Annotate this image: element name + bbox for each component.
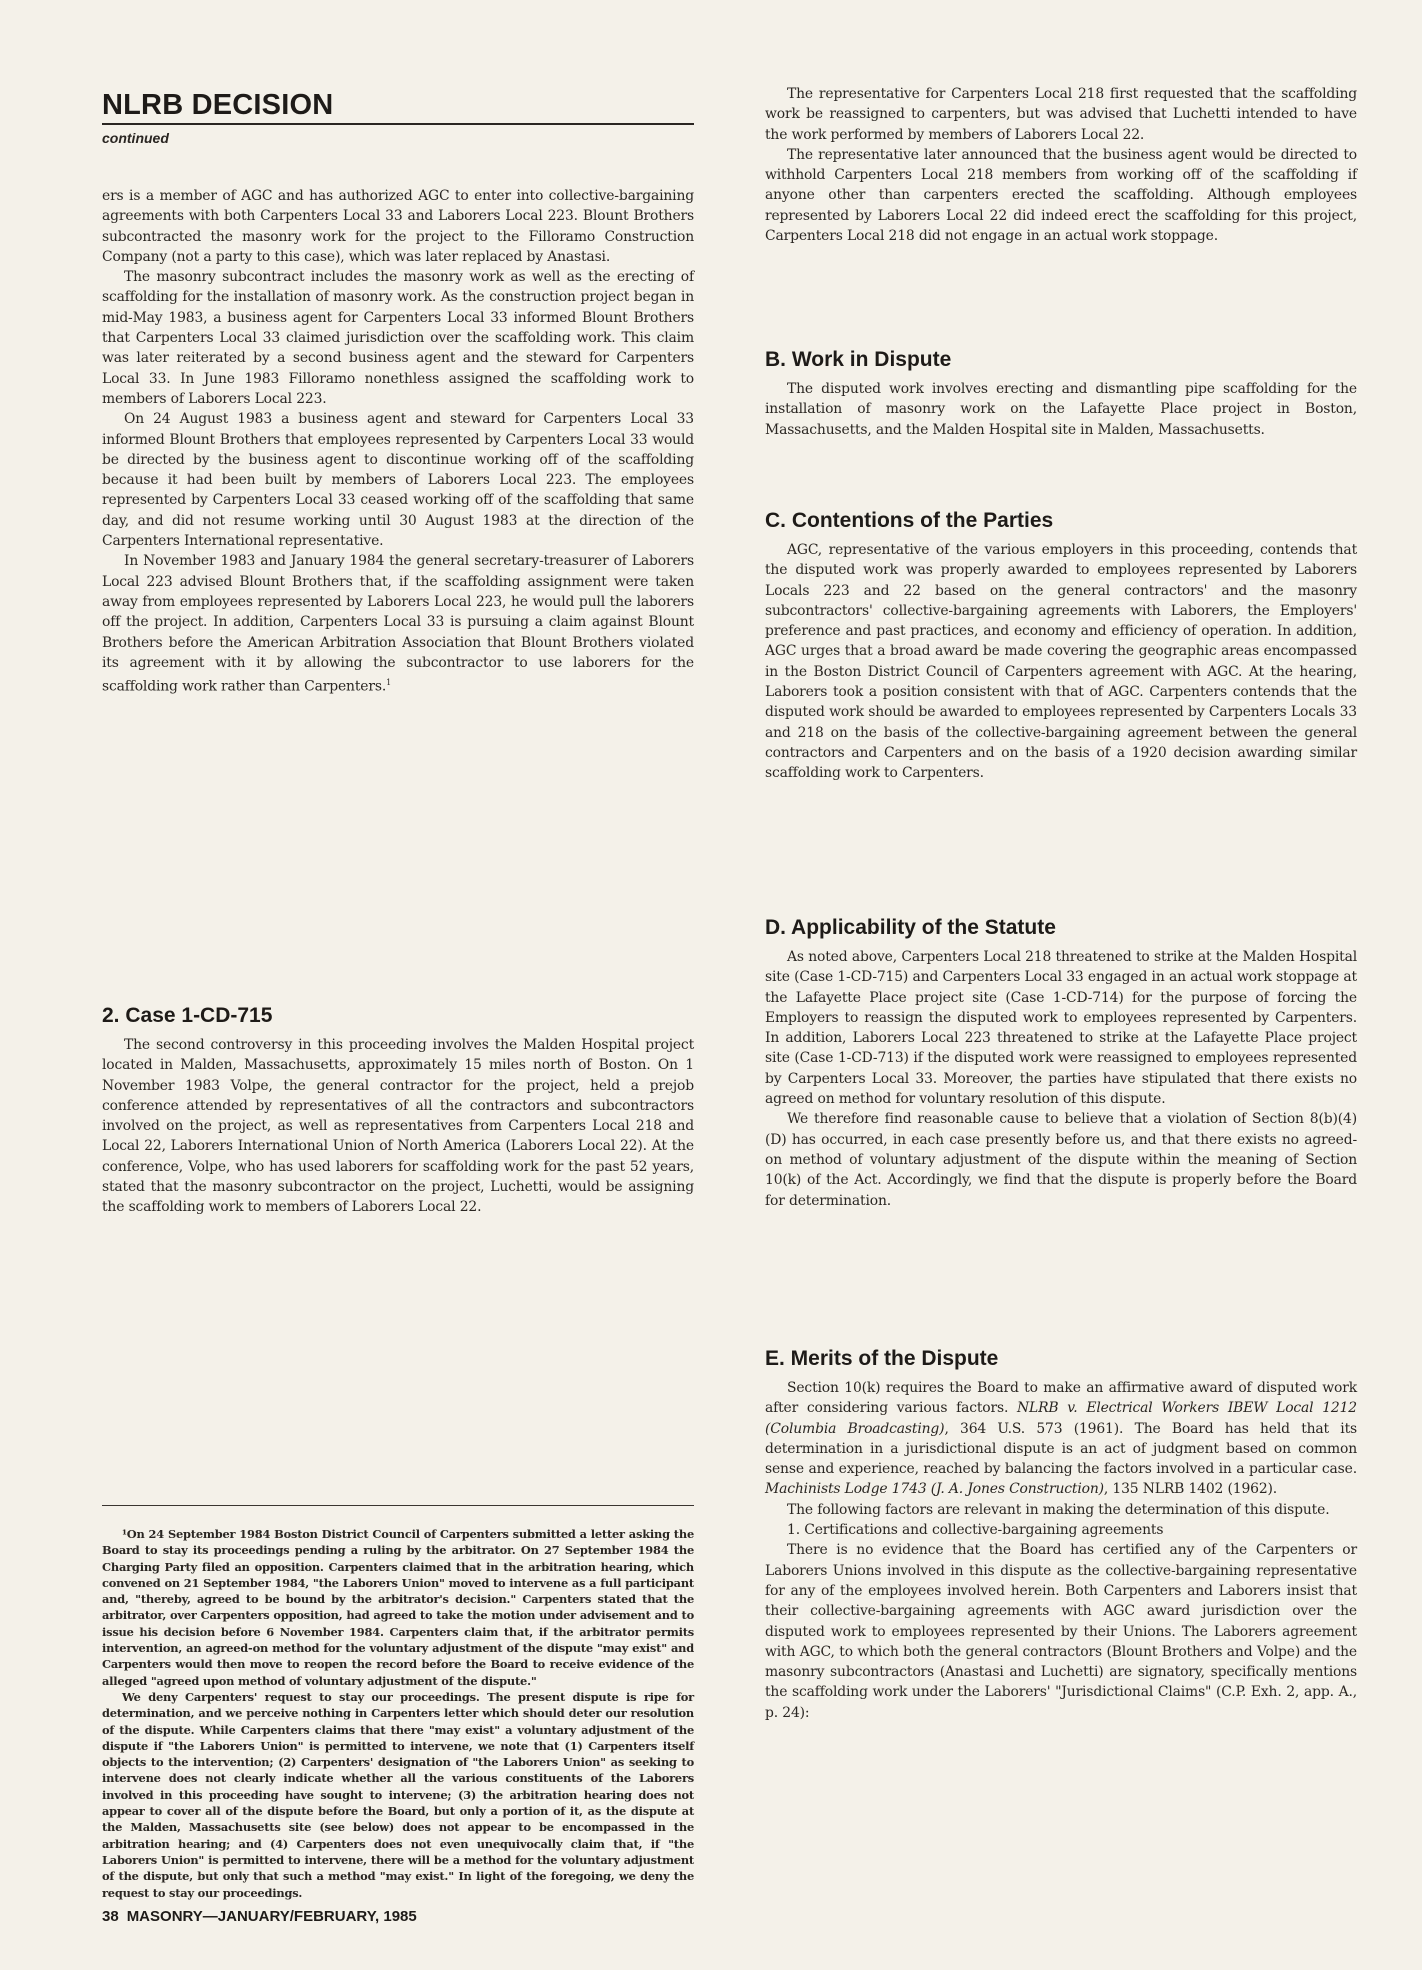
case-citation: NLRB v. Electrical Workers IBEW Local 1212 (Columbia Broadcasting) <box>765 1400 1357 1437</box>
section-heading: 2. Case 1-CD-715 <box>102 1004 273 1027</box>
right-text-top <box>765 84 1357 246</box>
paragraph: The following factors are relevant in making the determination of this dispute. <box>787 1501 1330 1518</box>
footnotes <box>102 1526 694 1901</box>
section-heading: E. Merits of the Dispute <box>765 1347 999 1370</box>
section-heading: D. Applicability of the Statute <box>765 916 1056 939</box>
paragraph: AGC, representative of the various employers in this proceeding, contends that the disputed work was properly awarded to employees represented by Laborers Locals 223 and 22 based on the general contractors' and the masonry subcontractors' collective-bargaining agreements with Laborers, the Employers' preference and past practices, and economy and efficiency of operation. In addition, AGC urges that a broad award be made covering the geographic areas encompassed in the Boston District Council of Carpenters agreement with AGC. At the hearing, Laborers took a position consistent with that of AGC. Carpenters contends that the disputed work should be awarded to employees represented by Carpenters Locals 33 and 218 on the basis of the collective-bargaining agreement between the general contractors and Carpenters and on the basis of a 1920 decision awarding similar scaffolding work to Carpenters. <box>765 542 1357 782</box>
continued-label: continued <box>102 130 169 146</box>
paragraph: The disputed work involves erecting and dismantling pipe scaffolding for the installation of masonry work on the Lafayette Place project in Boston, Massachusetts, and the Malden Hospital site in Malden, Massachusetts. <box>765 381 1357 438</box>
left-text-top <box>102 186 694 697</box>
case-citation: Machinists Lodge 1743 (J. A. Jones Construction) <box>765 1481 1104 1498</box>
section-heading: C. Contentions of the Parties <box>765 509 1054 532</box>
publication-name: MASONRY—JANUARY/FEBRUARY, 1985 <box>126 1908 417 1925</box>
paragraph: As noted above, Carpenters Local 218 threatened to strike at the Malden Hospital site (Case 1-CD-715) and Carpenters Local 33 engaged in an actual work stoppage at the Lafayette Place project site (Case 1-CD-714) for the purpose of forcing the Employers to reassign the disputed work to employees represented by Carpenters. In addition, Laborers Local 223 threatened to strike at the Lafayette Place project site (Case 1-CD-713) if the disputed work were reassigned to employees represented by Carpenters Local 33. Moreover, the parties have stipulated that there exists no agreed on method for voluntary resolution of this dispute. <box>765 949 1357 1108</box>
paragraph: ers is a member of AGC and has authorized AGC to enter into collective-bargaining agreements with both Carpenters Local 33 and Laborers Local 223. Blount Brothers subcontracted the masonry work for the project to the Filloramo Construction Company (not a party to this case), which was later replaced by Anastasi. <box>102 188 694 265</box>
page-title: NLRB DECISION <box>102 89 334 121</box>
paragraph-text: In November 1983 and January 1984 the general secretary-treasurer of Laborers Local 223 advised Blount Brothers that, if the scaffolding assignment were taken away from employees represented by Laborers Local 223, he would pull the laborers off the project. In addition, Carpenters Local 33 is pursuing a claim against Blount Brothers before the American Arbitration Association that Blount Brothers violated its agreement with it by allowing the subcontractor to use laborers for the scaffolding work rather than Carpenters. <box>102 553 694 695</box>
paragraph: The second controversy in this proceeding involves the Malden Hospital project located in Malden, Massachusetts, approximately 15 miles north of Boston. On 1 November 1983 Volpe, the general contractor for the project, held a prejob conference attended by representatives of all the contractors and subcontractors involved on the project, as well as representatives from Carpenters Local 218 and Local 22, Laborers International Union of North America (Laborers Local 22). At the conference, Volpe, who has used laborers for scaffolding work for the past 52 years, stated that the masonry subcontractor on the project, Luchetti, would be assigning the scaffolding work to members of Laborers Local 22. <box>102 1037 694 1216</box>
page-footer <box>102 1908 417 1925</box>
subsection-heading: 1. Certifications and collective-bargaining agreements <box>787 1522 1164 1539</box>
section-e <box>765 1346 1357 1723</box>
paragraph-text: , 364 U.S. 573 (1961). The Board has held that its determination in a jurisdictional dispute is an act of judgment based on common sense and experience, reached by balancing the factors involved in a particular case. <box>765 1420 1357 1478</box>
footnote-marker: 1 <box>386 678 392 688</box>
paragraph: On 24 August 1983 a business agent and steward for Carpenters Local 33 informed Blount Brothers that employees represented by Carpenters Local 33 would be directed by the business agent to discontinue working off of the scaffolding because it had been built by members of Laborers Local 223. The employees represented by Carpenters Local 33 ceased working off of the scaffolding that same day, and did not resume working until 30 August 1983 at the direction of the Carpenters International representative. <box>102 411 694 550</box>
section-c <box>765 508 1357 784</box>
paragraph-text: , 135 NLRB 1402 (1962). <box>1103 1481 1278 1498</box>
section-d <box>765 915 1357 1211</box>
page-number: 38 <box>102 1908 119 1925</box>
case-section <box>102 1003 694 1218</box>
article-header <box>102 88 694 146</box>
section-heading: B. Work in Dispute <box>765 348 952 371</box>
footnote: ¹On 24 September 1984 Boston District Council of Carpenters submitted a letter asking the Board to stay its proceedings pending a ruling by the arbitrator. On 27 September 1984 the Charging Party filed an opposition. Carpenters claimed that in the arbitration hearing, which convened on 21 September 1984, "the Laborers Union" moved to intervene as a full participant and, "thereby, agreed to be bound by the arbitrator's decision." Carpenters stated that the arbitrator, over Carpenters opposition, had agreed to take the motion under advisement and to issue his decision before 6 November 1984. Carpenters claim that, if the arbitrator permits intervention, an agreed-on method for the voluntary adjustment of the dispute "may exist" and Carpenters would then move to reopen the record before the Board to receive evidence of the alleged "agreed upon method of voluntary adjustment of the dispute." <box>102 1527 694 1688</box>
footnote: We deny Carpenters' request to stay our proceedings. The present dispute is ripe for determination, and we perceive nothing in Carpenters letter which should deter our resolution of the dispute. While Carpenters claims that there "may exist" a voluntary adjustment of the dispute if "the Laborers Union" is permitted to intervene, we note that (1) Carpenters itself objects to the intervention; (2) Carpenters' designation of "the Laborers Union" as seeking to intervene does not clearly indicate whether all the various constituents of the Laborers involved in this proceeding have sought to intervene; (3) the arbitration hearing does not appear to cover all of the dispute before the Board, but only a portion of it, as the dispute at the Malden, Massachusetts site (see below) does not appear to be encompassed in the arbitration hearing; and (4) Carpenters does not even unequivocally claim that, if "the Laborers Union" is permitted to intervene, there will be a method for the voluntary adjustment of the dispute, but only that such a method "may exist." In light of the foregoing, we deny the request to stay our proceedings. <box>102 1689 694 1900</box>
paragraph-text: Section 10(k) requires the Board to make an affirmative award of disputed work after considering various factors. <box>765 1380 1357 1417</box>
paragraph: The representative later announced that the business agent would be directed to withhold Carpenters Local 218 members from working off of the scaffolding if anyone other than carpenters erected the scaffolding. Although employees represented by Laborers Local 22 did indeed erect the scaffolding for this project, Carpenters Local 218 did not engage in an actual work stoppage. <box>765 146 1357 245</box>
paragraph: The representative for Carpenters Local 218 first requested that the scaffolding work be reassigned to carpenters, but was advised that Luchetti intended to have the work performed by members of Laborers Local 22. <box>765 86 1357 143</box>
paragraph <box>102 551 694 697</box>
paragraph <box>765 1378 1357 1500</box>
footnote-rule <box>102 1505 694 1506</box>
title-rule <box>102 123 694 125</box>
section-b <box>765 347 1357 440</box>
paragraph: We therefore find reasonable cause to believe that a violation of Section 8(b)(4)(D) has occurred, in each case presently before us, and that there exists no agreed-on method of voluntary adjustment of the dispute within the meaning of Section 10(k) of the Act. Accordingly, we find that the dispute is properly before the Board for determination. <box>765 1111 1357 1209</box>
paragraph: The masonry subcontract includes the masonry work as well as the erecting of scaffolding for the installation of masonry work. As the construction project began in mid-May 1983, a business agent for Carpenters Local 33 informed Blount Brothers that Carpenters Local 33 claimed jurisdiction over the scaffolding work. This claim was later reiterated by a second business agent and the steward for Carpenters Local 33. In June 1983 Filloramo nonethless assigned the scaffolding work to members of Laborers Local 223. <box>102 269 694 407</box>
paragraph: There is no evidence that the Board has certified any of the Carpenters or Laborers Unions involved in this dispute as the collective-bargaining representative for any of the employees involved herein. Both Carpenters and Laborers insist that their collective-bargaining agreements with AGC award jurisdiction over the disputed work to employees represented by their Unions. The Laborers agreement with AGC, to which both the general contractors (Blount Brothers and Volpe) and the masonry subcontractors (Anastasi and Luchetti) are signatory, specifically mentions the scaffolding work under the Laborers' "Jurisdictional Claims" (C.P. Exh. 2, app. A., p. 24): <box>765 1542 1357 1721</box>
